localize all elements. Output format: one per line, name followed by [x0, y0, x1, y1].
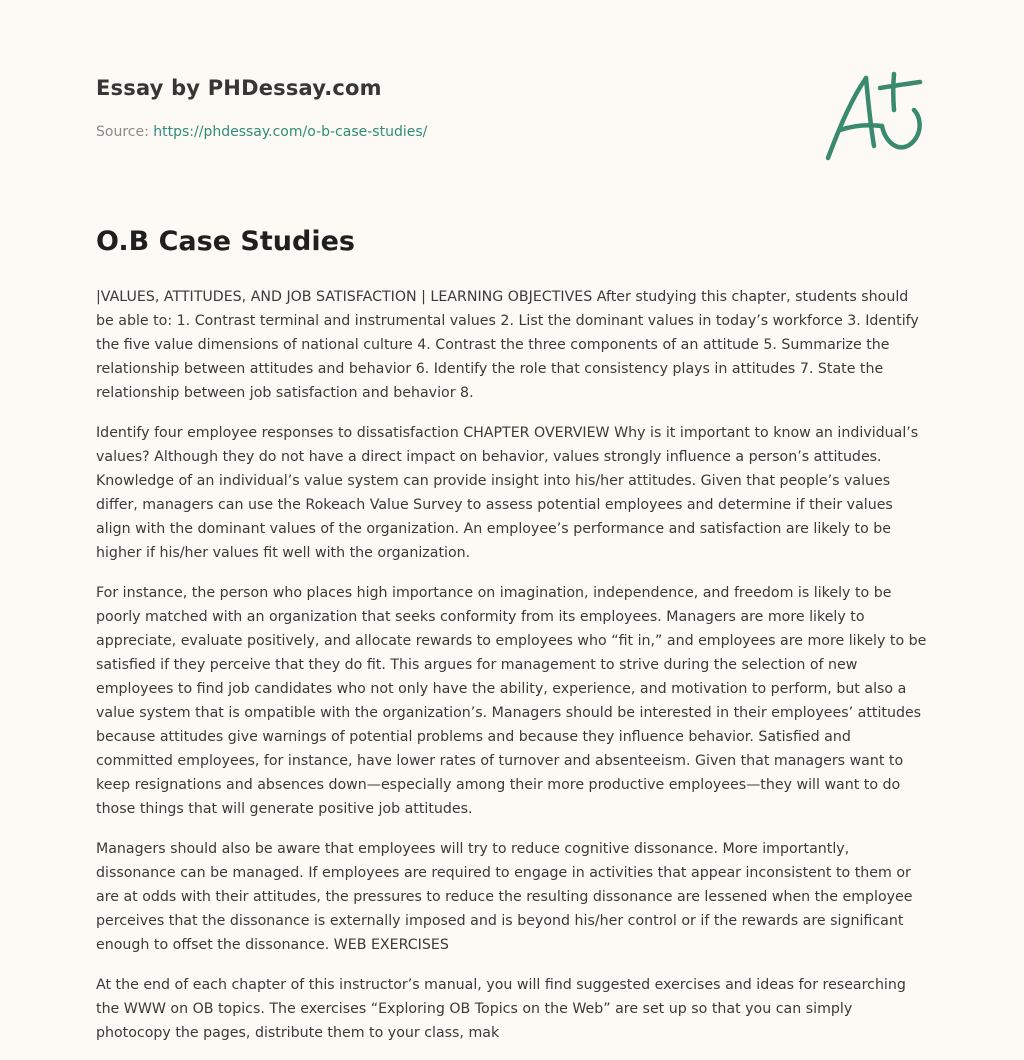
a-plus-grade-icon [822, 66, 928, 166]
paragraph: |VALUES, ATTITUDES, AND JOB SATISFACTION | LEARNING OBJECTIVES After studying this chapter, students should be able to: 1. Contrast terminal and instrumental values 2. List the dominant values in today’s workforce 3. Identify the five value dimensions of national culture 4. Contrast the three components of an attitude 5. Summarize the relationship between attitudes and behavior 6. Identify the role that consistency plays in attitudes 7. State the relationship between job satisfaction and behavior 8. [96, 289, 919, 401]
paragraph: At the end of each chapter of this instructor’s manual, you will find suggested exercises and ideas for researching the WWW on OB topics. The exercises “Exploring OB Topics on the Web” are set up so that you can simply photocopy the pages, distribute them to your class, mak [96, 977, 906, 1041]
site-title: Essay by PHDessay.com [96, 76, 382, 100]
paragraph: Managers should also be aware that employees will try to reduce cognitive dissonance. More importantly, dissonance can be managed. If employees are required to engage in activities that appear inconsistent to them or are at odds with their attitudes, the pressures to reduce the resulting dissonance are lessened when the employee perceives that the dissonance is externally imposed and is beyond his/her control or if the rewards are significant enough to offset the dissonance. WEB EXERCISES [96, 841, 913, 953]
source-link[interactable]: https://phdessay.com/o-b-case-studies/ [153, 124, 428, 140]
article-title: O.B Case Studies [96, 226, 355, 257]
source-line [96, 124, 427, 140]
a-plus-grade-icon-svg [822, 66, 928, 166]
paragraph: Identify four employee responses to dissatisfaction CHAPTER OVERVIEW Why is it important to know an individual’s values? Although they do not have a direct impact on behavior, values strongly influence a person’s attitudes. Knowledge of an individual’s value system can provide insight into his/her attitudes. Given that people’s values differ, managers can use the Rokeach Value Survey to assess potential employees and determine if their values align with the dominant values of the organization. An employee’s performance and satisfaction are likely to be higher if his/her values fit well with the organization. [96, 425, 919, 561]
paragraph: For instance, the person who places high importance on imagination, independence, and freedom is likely to be poorly matched with an organization that seeks conformity from its employees. Managers are more likely to appreciate, evaluate positively, and allocate rewards to employees who “fit in,” and employees are more likely to be satisfied if they perceive that they do fit. This argues for management to strive during the selection of new employees to find job candidates who not only have the ability, experience, and motivation to perform, but also a value system that is ompatible with the organization’s. Managers should be interested in their employees’ attitudes because attitudes give warnings of potential problems and because they influence behavior. Satisfied and committed employees, for instance, have lower rates of turnover and absenteeism. Given that managers want to keep resignations and absences down—especially among their more productive employees—they will want to do those things that will generate positive job attitudes. [96, 585, 927, 817]
article-body [96, 285, 930, 1060]
source-label: Source: [96, 124, 149, 140]
